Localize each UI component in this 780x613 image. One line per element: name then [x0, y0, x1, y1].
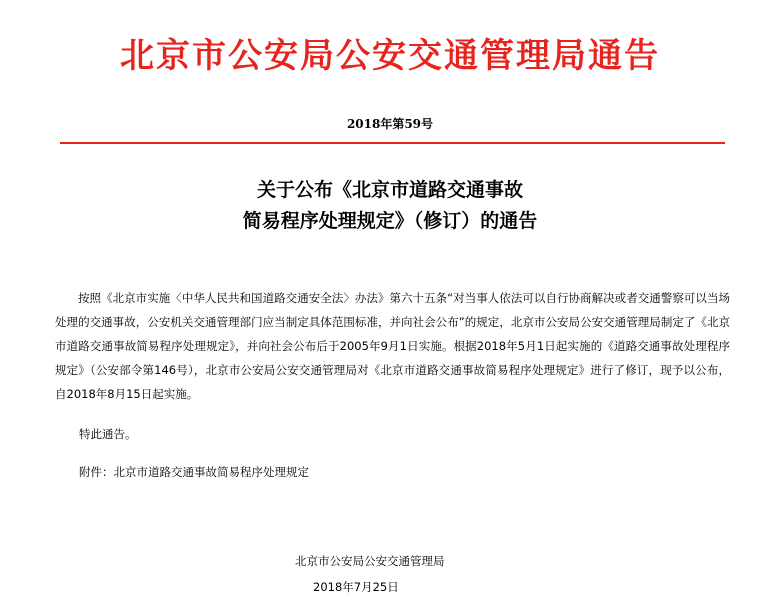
- issuing-authority: 北京市公安局公安交通管理局: [295, 554, 445, 568]
- attachment-line: 附件：北京市道路交通事故简易程序处理规定: [79, 465, 309, 479]
- issue-date: 2018年7月25日: [313, 580, 399, 594]
- subject-title: [0, 175, 780, 237]
- subject-title-line-1: 关于公布《北京市道路交通事故: [256, 179, 523, 201]
- subject-title-line-2: 简易程序处理规定》（修订）的通告: [242, 210, 538, 232]
- document-number: 2018年第59号: [346, 117, 434, 131]
- red-separator-rule: [60, 142, 725, 144]
- special-notice-line: 特此通告。: [79, 427, 137, 441]
- notice-body-paragraph: 按照《北京市实施〈中华人民共和国道路交通安全法〉办法》第六十五条“对当事人依法可以自行协商解决或者交通警察可以当场处理的交通事故，公安机关交通管理部门应当制定具体范围标准，并向社会公布”的规定，北京市公安局公安交通管理局制定了《北京市道路交通事故简易程序处理规定》，并向社会公布后于2005年9月1日实施。根据2018年5月1日起实施的《道路交通事故处理程序规定》（公安部令第146号），北京市公安局公安交通管理局对《北京市道路交通事故简易程序处理规定》进行了修订，现予以公布，自2018年8月15日起实施。: [55, 291, 730, 401]
- header-title: 北京市公安局公安交通管理局通告: [120, 36, 660, 76]
